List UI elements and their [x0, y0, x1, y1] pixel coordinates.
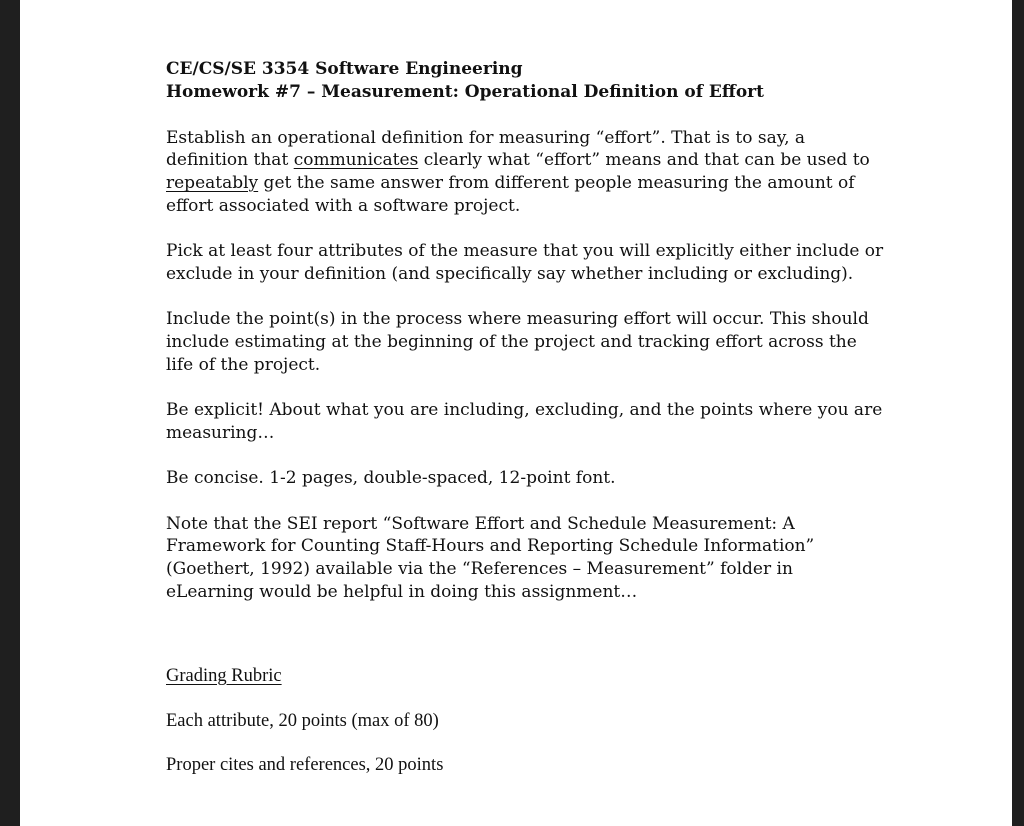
paragraph-be-concise: Be concise. 1-2 pages, double-spaced, 12-point font.	[166, 468, 616, 489]
underlined-repeatably: repeatably	[166, 173, 259, 194]
document-header	[166, 58, 886, 104]
assignment-title: Homework #7 – Measurement: Operational Definition of Effort	[166, 81, 764, 102]
paragraph-sei-note: Note that the SEI report “Software Effort and Schedule Measurement: A Framework for Counting Staff-Hours and Reporting Schedule Information” (Goethert, 1992) available via the “References – Measurement” folder in eLearning would be helpful in doing this assignment…	[166, 513, 815, 603]
grading-rubric	[166, 665, 886, 777]
document-page	[20, 0, 1012, 826]
rubric-item-cites: Proper cites and references, 20 points	[166, 755, 444, 776]
page-content	[166, 58, 886, 799]
paragraph-definition	[166, 127, 886, 218]
paragraph-definition-text-c: get the same answer from different people measuring the amount of effort associated with a software project.	[166, 173, 855, 216]
paragraph-attributes: Pick at least four attributes of the measure that you will explicitly either include or exclude in your definition (and specifically say whether including or excluding).	[166, 241, 884, 285]
paragraph-process-points: Include the point(s) in the process where measuring effort will occur. This should include estimating at the beginning of the project and tracking effort across the life of the project.	[166, 309, 869, 375]
rubric-heading: Grading Rubric	[166, 665, 282, 686]
paragraph-definition-text-a: Establish an operational definition for measuring “effort”. That is to say, a definition that	[166, 127, 806, 171]
underlined-communicates: communicates	[293, 150, 419, 171]
paragraph-be-explicit: Be explicit! About what you are including, excluding, and the points where you are measuring…	[166, 400, 883, 444]
course-title: CE/CS/SE 3354 Software Engineering	[166, 59, 523, 79]
paragraph-definition-text-b: clearly what “effort” means and that can be used to	[418, 150, 870, 171]
rubric-item-attributes: Each attribute, 20 points (max of 80)	[166, 710, 439, 731]
